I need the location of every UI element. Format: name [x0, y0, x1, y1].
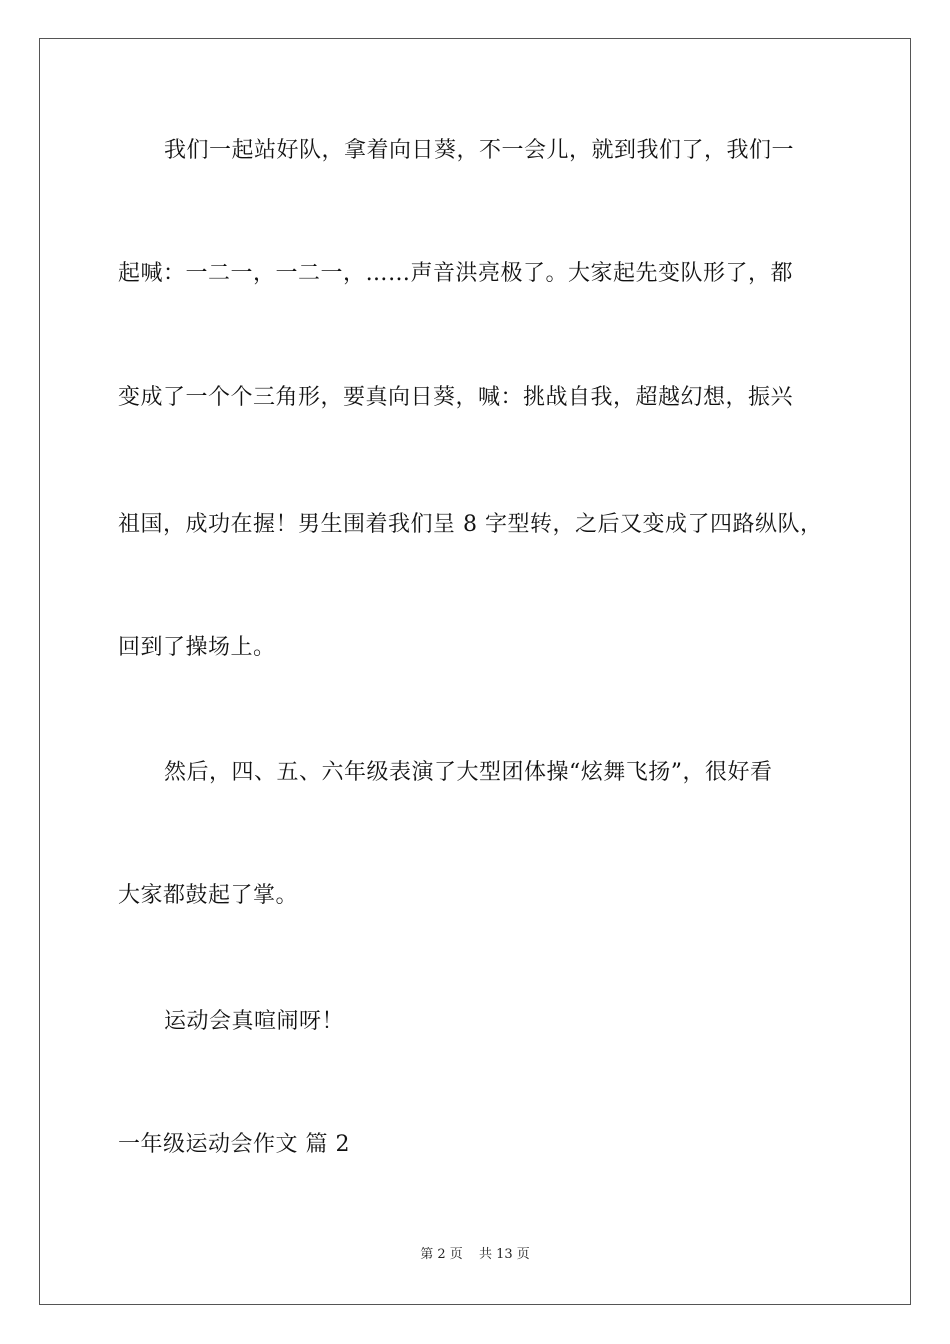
paragraph-line-5: 回到了操场上。 [118, 635, 276, 660]
paragraph-line-4: 祖国，成功在握！男生围着我们呈 8 字型转，之后又变成了四路纵队， [118, 512, 823, 537]
page-footer [0, 1246, 950, 1264]
page-number: 第 2 页 [420, 1247, 463, 1262]
paragraph-line-3: 变成了一个个三角形，要真向日葵，喊：挑战自我，超越幻想，振兴 [118, 385, 794, 410]
page-total: 共 13 页 [478, 1247, 530, 1262]
section-heading: 一年级运动会作文 篇 2 [118, 1132, 350, 1157]
paragraph-line-6: 然后，四、五、六年级表演了大型团体操“炫舞飞扬”，很好看 [164, 760, 773, 785]
paragraph-line-8: 运动会真喧闹呀！ [164, 1009, 345, 1034]
paragraph-line-2: 起喊：一二一，一二一，……声音洪亮极了。大家起先变队形了，都 [118, 261, 794, 286]
paragraph-line-1: 我们一起站好队，拿着向日葵，不一会儿，就到我们了，我们一 [164, 138, 795, 163]
page-border [39, 38, 911, 1305]
paragraph-line-7: 大家都鼓起了掌。 [118, 883, 299, 908]
